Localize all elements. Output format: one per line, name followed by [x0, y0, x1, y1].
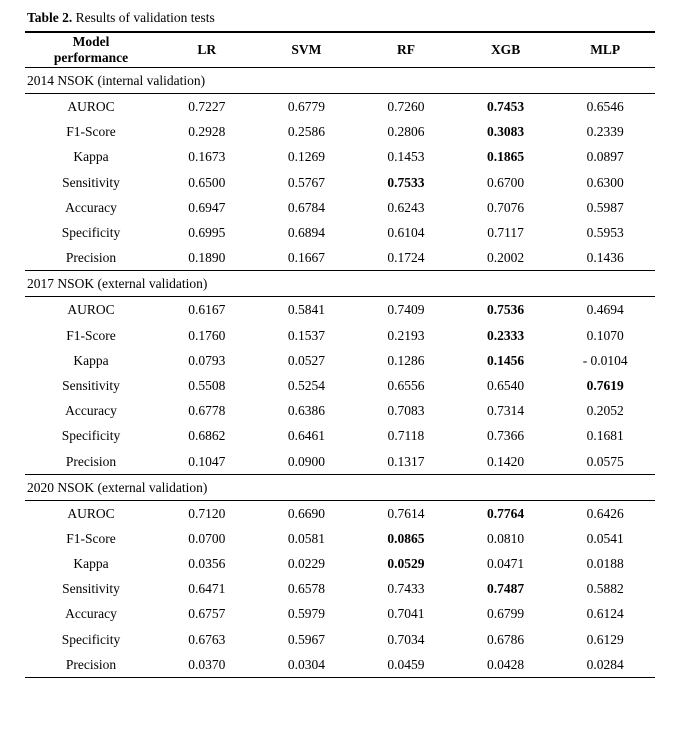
value-xgb: 0.7536: [487, 302, 525, 318]
value-xgb: 0.1456: [487, 352, 525, 368]
table-caption-text: Results of validation tests: [72, 10, 215, 25]
column-header-svm: SVM: [291, 42, 322, 57]
value-mlp: 0.1681: [586, 428, 624, 444]
value-mlp: 0.0575: [586, 453, 624, 469]
value-rf: 0.7409: [387, 302, 425, 318]
value-rf: 0.7118: [387, 428, 425, 444]
value-svm: 0.5841: [287, 302, 325, 318]
section-header-row: [25, 475, 655, 501]
value-xgb: 0.6700: [487, 174, 525, 190]
value-lr: 0.2928: [188, 124, 226, 140]
value-xgb: 0.2002: [487, 250, 525, 266]
value-svm: 0.2586: [287, 124, 325, 140]
value-xgb: 0.1420: [487, 453, 525, 469]
column-header-metric: [25, 33, 157, 68]
value-rf: 0.0529: [387, 556, 425, 572]
table-row: [25, 170, 655, 195]
value-lr: 0.6471: [188, 581, 226, 597]
table-row: [25, 601, 655, 626]
value-lr: 0.6778: [188, 403, 226, 419]
value-rf: 0.1724: [387, 250, 425, 266]
column-header-mlp: MLP: [590, 42, 621, 57]
value-svm: 0.0581: [287, 530, 325, 546]
value-svm: 0.5254: [287, 377, 325, 393]
value-mlp: 0.6300: [586, 174, 624, 190]
metric-label: Specificity: [61, 631, 121, 647]
value-mlp: 0.2052: [586, 403, 624, 419]
value-lr: 0.1047: [188, 453, 226, 469]
value-rf: 0.0865: [387, 530, 425, 546]
value-svm: 0.0527: [287, 352, 325, 368]
metric-label: Precision: [65, 656, 117, 672]
value-svm: 0.6690: [287, 505, 325, 521]
table-header-row: [25, 33, 655, 68]
value-xgb: 0.7314: [487, 403, 525, 419]
value-mlp: 0.4694: [586, 302, 624, 318]
value-svm: 0.6578: [287, 581, 325, 597]
value-rf: 0.7041: [387, 606, 425, 622]
value-lr: 0.6947: [188, 199, 226, 215]
value-svm: 0.5979: [287, 606, 325, 622]
value-mlp: 0.5953: [586, 225, 624, 241]
value-xgb: 0.1865: [487, 149, 525, 165]
value-xgb: 0.7117: [487, 225, 524, 241]
column-header-metric-line1: Model: [72, 34, 110, 49]
value-xgb: 0.0428: [487, 656, 525, 672]
value-xgb: 0.0471: [487, 556, 525, 572]
value-xgb: 0.7764: [487, 505, 525, 521]
value-rf: 0.7433: [387, 581, 425, 597]
value-rf: 0.7533: [387, 174, 425, 190]
value-lr: 0.6167: [188, 302, 226, 318]
column-header-xgb: XGB: [490, 42, 521, 57]
value-rf: 0.7083: [387, 403, 425, 419]
value-svm: 0.6461: [287, 428, 325, 444]
table-row: [25, 119, 655, 144]
metric-label: Sensitivity: [62, 377, 120, 393]
value-mlp: 0.5882: [586, 581, 624, 597]
value-mlp: 0.5987: [586, 199, 624, 215]
metric-label: Precision: [65, 453, 117, 469]
metric-label: Specificity: [61, 225, 121, 241]
table-row: [25, 652, 655, 678]
value-lr: 0.7227: [188, 99, 226, 115]
value-lr: 0.1673: [188, 149, 226, 165]
section-title: 2017 NSOK (external validation): [27, 276, 208, 292]
value-rf: 0.1317: [387, 453, 425, 469]
metric-label: Kappa: [73, 556, 109, 572]
table-row: [25, 501, 655, 526]
metric-label: F1-Score: [66, 530, 116, 546]
section-header-row: [25, 68, 655, 94]
value-lr: 0.6995: [188, 225, 226, 241]
table-row: [25, 348, 655, 373]
table-caption: [27, 9, 655, 27]
table-row: [25, 220, 655, 245]
value-lr: 0.1890: [188, 250, 226, 266]
value-svm: 0.1269: [287, 149, 325, 165]
value-rf: 0.1453: [387, 149, 425, 165]
section-title: 2020 NSOK (external validation): [27, 479, 208, 495]
value-xgb: 0.7453: [487, 99, 525, 115]
value-rf: 0.7034: [387, 631, 425, 647]
value-rf: 0.2193: [387, 327, 425, 343]
value-lr: 0.0700: [188, 530, 226, 546]
value-rf: 0.6556: [387, 377, 425, 393]
value-mlp: 0.1070: [586, 327, 624, 343]
value-lr: 0.6763: [188, 631, 226, 647]
value-lr: 0.1760: [188, 327, 226, 343]
value-rf: 0.7614: [387, 505, 425, 521]
value-xgb: 0.2333: [487, 327, 525, 343]
value-svm: 0.6779: [287, 99, 325, 115]
table-row: [25, 627, 655, 652]
metric-label: AUROC: [67, 302, 115, 318]
value-lr: 0.5508: [188, 377, 226, 393]
table-row: [25, 297, 655, 322]
table-row: [25, 144, 655, 169]
metric-label: Specificity: [61, 428, 121, 444]
value-xgb: 0.6799: [487, 606, 525, 622]
value-svm: 0.5767: [287, 174, 325, 190]
column-header-metric-line2: performance: [53, 50, 129, 65]
table-caption-label: Table 2.: [27, 10, 73, 25]
metric-label: F1-Score: [66, 124, 116, 140]
value-mlp: 0.0541: [586, 530, 624, 546]
value-lr: 0.6500: [188, 174, 226, 190]
table-row: [25, 245, 655, 271]
table-row: [25, 576, 655, 601]
metric-label: Accuracy: [65, 606, 117, 622]
value-rf: 0.0459: [387, 656, 425, 672]
value-mlp: - 0.0104: [582, 352, 628, 368]
value-lr: 0.0793: [188, 352, 226, 368]
value-mlp: 0.6546: [586, 99, 624, 115]
value-rf: 0.6104: [387, 225, 425, 241]
table-row: [25, 423, 655, 448]
section-title: 2014 NSOK (internal validation): [27, 73, 206, 88]
value-rf: 0.2806: [387, 124, 425, 140]
value-mlp: 0.0897: [586, 149, 624, 165]
value-svm: 0.1667: [287, 250, 325, 266]
value-mlp: 0.0284: [586, 656, 624, 672]
value-rf: 0.7260: [387, 99, 425, 115]
column-header-lr: LR: [197, 42, 217, 57]
value-svm: 0.6894: [287, 225, 325, 241]
metric-label: F1-Score: [66, 327, 116, 343]
value-lr: 0.0356: [188, 556, 226, 572]
section-header-row: [25, 271, 655, 297]
value-svm: 0.0229: [287, 556, 325, 572]
value-mlp: 0.7619: [586, 377, 624, 393]
table-row: [25, 373, 655, 398]
value-svm: 0.0900: [287, 453, 325, 469]
value-xgb: 0.0810: [487, 530, 525, 546]
metric-label: Kappa: [73, 149, 109, 165]
value-rf: 0.1286: [387, 352, 425, 368]
table-row: [25, 398, 655, 423]
value-xgb: 0.7366: [487, 428, 525, 444]
table-row: [25, 94, 655, 119]
value-svm: 0.5967: [287, 631, 325, 647]
table-bottom-rule: [25, 677, 655, 678]
value-svm: 0.6784: [287, 199, 325, 215]
value-xgb: 0.6786: [487, 631, 525, 647]
table-row: [25, 526, 655, 551]
value-lr: 0.0370: [188, 656, 226, 672]
value-mlp: 0.1436: [586, 250, 624, 266]
value-mlp: 0.6426: [586, 505, 624, 521]
table-row: [25, 195, 655, 220]
table-row: [25, 551, 655, 576]
table-row: [25, 323, 655, 348]
value-svm: 0.0304: [287, 656, 325, 672]
value-rf: 0.6243: [387, 199, 425, 215]
value-xgb: 0.7487: [487, 581, 525, 597]
value-mlp: 0.2339: [586, 124, 624, 140]
value-lr: 0.7120: [188, 505, 226, 521]
value-xgb: 0.6540: [487, 377, 525, 393]
table-row: [25, 448, 655, 474]
value-lr: 0.6862: [188, 428, 226, 444]
value-mlp: 0.0188: [586, 556, 624, 572]
validation-results-table: [25, 31, 655, 678]
metric-label: Sensitivity: [62, 581, 120, 597]
value-lr: 0.6757: [188, 606, 226, 622]
column-header-rf: RF: [396, 42, 415, 57]
metric-label: Sensitivity: [62, 174, 120, 190]
metric-label: Accuracy: [65, 199, 117, 215]
value-svm: 0.1537: [287, 327, 325, 343]
metric-label: Precision: [65, 250, 117, 266]
metric-label: Accuracy: [65, 403, 117, 419]
value-mlp: 0.6124: [586, 606, 624, 622]
value-svm: 0.6386: [287, 403, 325, 419]
metric-label: AUROC: [67, 505, 115, 521]
value-xgb: 0.7076: [487, 199, 525, 215]
value-mlp: 0.6129: [586, 631, 624, 647]
metric-label: Kappa: [73, 352, 109, 368]
metric-label: AUROC: [67, 99, 115, 115]
value-xgb: 0.3083: [487, 124, 525, 140]
